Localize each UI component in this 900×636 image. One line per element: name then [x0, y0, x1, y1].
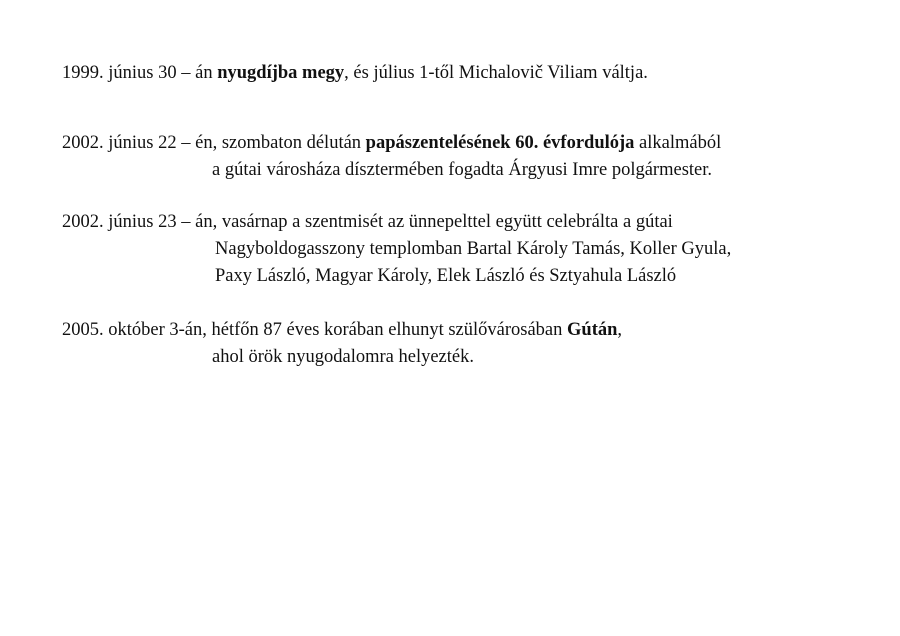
text-segment: 2002. június 23 – án, vasárnap a szentmisét az ünnepelttel együtt celebrálta a gútai [62, 212, 673, 232]
text-segment: 1999. június 30 – án [62, 63, 218, 83]
emphasis-text: nyugdíjba megy [217, 63, 345, 83]
text-segment: ahol örök nyugodalomra helyezték. [212, 347, 474, 367]
entry-1999-line-1 [62, 64, 648, 83]
text-segment: , [617, 320, 623, 340]
text-segment: a gútai városháza dísztermében fogadta Árgyusi Imre polgármester. [212, 160, 713, 180]
emphasis-text: Gútán [567, 320, 618, 340]
text-segment: Nagyboldogasszony templomban Bartal Károly Tamás, Koller Gyula, [215, 239, 732, 259]
entry-2002-06-22-line-2 [212, 161, 712, 180]
text-segment: 2002. június 22 – én, szombaton délután [62, 133, 366, 153]
text-segment: , és július 1-től Michalovič Viliam váltja. [344, 63, 648, 83]
entry-2002-06-22-line-1 [62, 134, 721, 153]
entry-2002-06-23-line-2 [215, 240, 731, 259]
text-segment: 2005. október 3-án, hétfőn 87 éves korában elhunyt szülővárosában [62, 320, 568, 340]
text-segment: alkalmából [634, 133, 722, 153]
entry-2005-line-2 [212, 348, 474, 367]
emphasis-text: papászentelésének 60. évfordulója [365, 133, 635, 153]
entry-2002-06-23-line-3 [215, 267, 676, 286]
entry-2002-06-23-line-1 [62, 213, 673, 232]
entry-2005-line-1 [62, 321, 622, 340]
text-segment: Paxy László, Magyar Károly, Elek László és Sztyahula László [215, 266, 677, 286]
